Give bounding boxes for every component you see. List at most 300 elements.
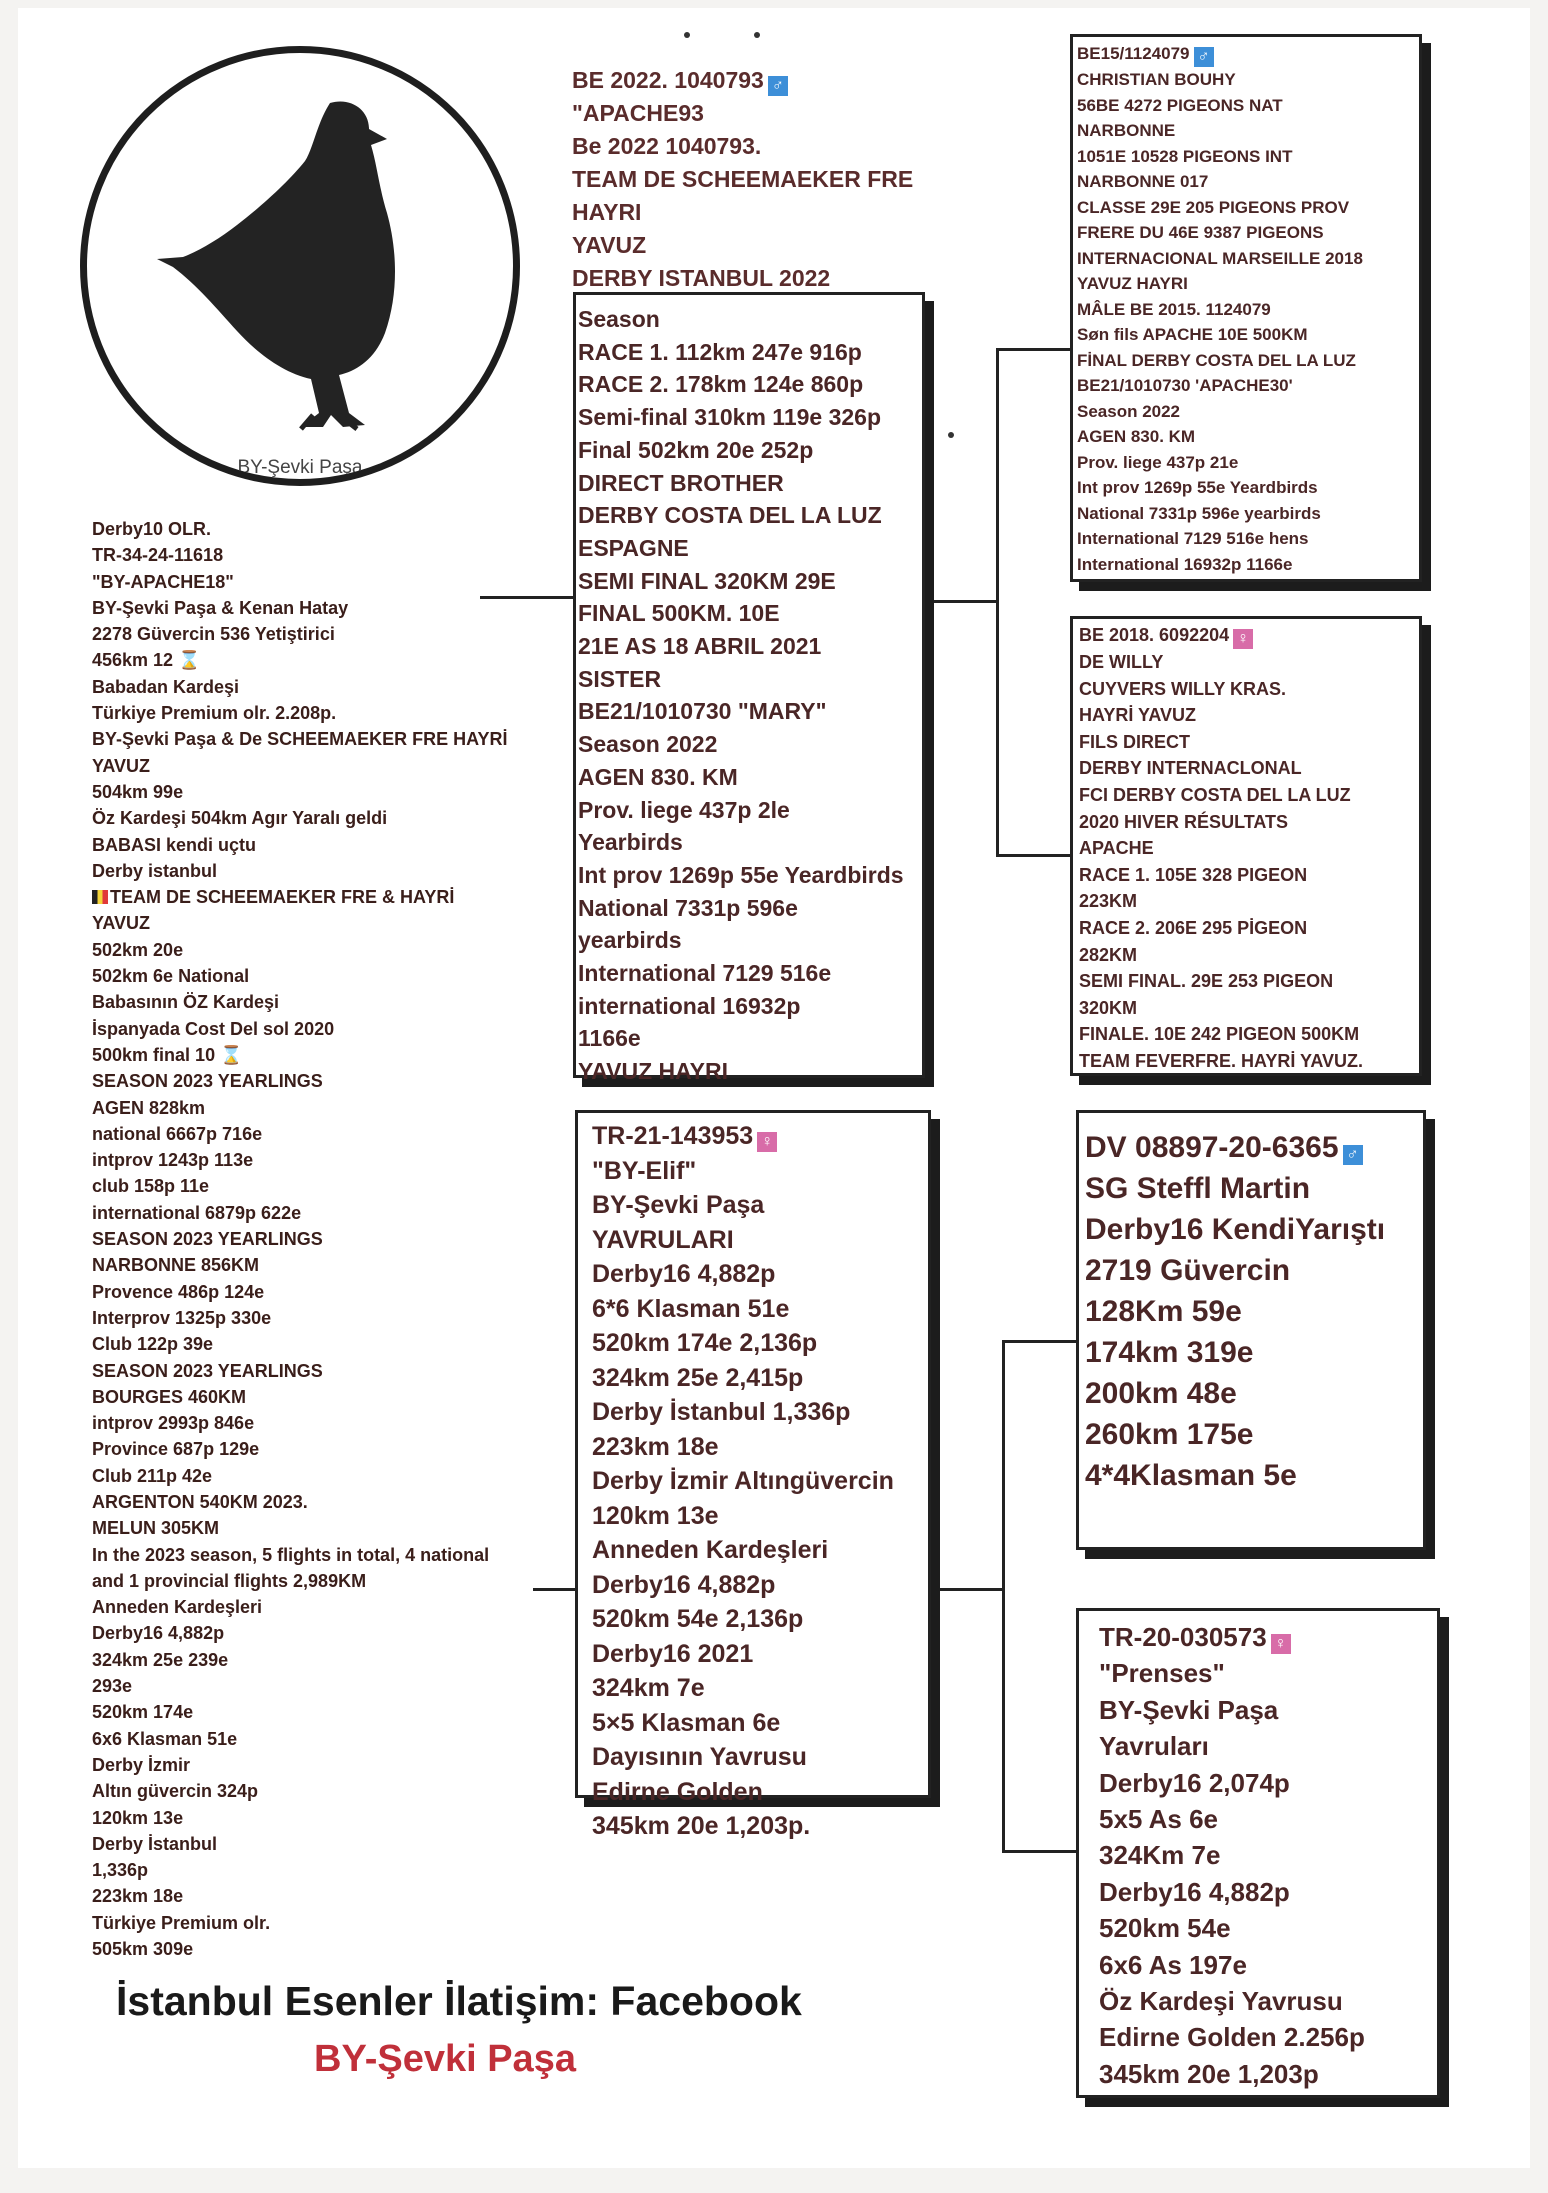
info-line [92,884,572,910]
info-text: YAVRULARI [592,1225,734,1254]
info-line [92,1831,572,1857]
info-line [1077,271,1419,297]
info-text: Final 502km 20e 252p [578,436,814,463]
info-line [1077,220,1419,246]
info-text: BE21/1010730 "MARY" [578,698,827,725]
info-text: Yavruları [1099,1731,1209,1762]
info-line [92,1358,572,1384]
info-line [578,859,922,892]
connector-line [996,348,999,856]
info-line [92,1778,572,1804]
info-text: DV 08897-20-6365 [1085,1131,1339,1164]
info-text: TR-21-143953 [592,1122,754,1150]
info-line [578,695,922,728]
info-text: MÂLE BE 2015. 1124079 [1077,299,1271,319]
info-text: DE WILLY [1079,652,1164,672]
info-line [92,516,572,542]
info-line [592,1809,928,1844]
info-text: BE21/1010730 'APACHE30' [1077,376,1293,395]
info-line [92,1805,572,1831]
father-header [572,64,942,295]
info-text: APACHE [1079,838,1154,859]
info-text: HAYRİ YAVUZ [1079,705,1197,726]
info-line [1077,475,1419,501]
info-line [1077,552,1419,578]
info-line [578,434,922,467]
info-line [1085,1168,1423,1209]
info-line [1085,1127,1423,1168]
info-text: Interprov 1325p 330e [92,1307,272,1328]
info-line [572,163,942,196]
info-line [92,1910,572,1936]
info-text: Anneden Kardeşleri [592,1536,829,1564]
info-text: 6x6 Klasman 51e [92,1728,238,1749]
info-text: National 7331p 596e [578,894,798,921]
info-line [92,1436,572,1462]
info-text: 6*6 Klasman 51e [592,1294,790,1323]
info-text: TEAM DE SCHEEMAEKER FRE & HAYRİ [110,887,455,908]
info-text: CUYVERS WILLY KRAS. [1079,678,1287,699]
info-text: TR-34-24-11618 [92,545,224,566]
info-line [1099,1619,1437,1655]
info-text: 5x5 As 6e [1099,1804,1219,1835]
info-text: 1051E 10528 PIGEONS INT [1077,146,1293,166]
info-text: SEASON 2023 YEARLINGS [92,1360,323,1381]
info-line [92,1068,572,1094]
info-text: 1166e [578,1025,641,1052]
info-line [92,832,572,858]
pedigree-sheet [18,8,1530,2168]
info-text: 520km 174e [92,1702,194,1723]
info-text: 6x6 As 197e [1099,1949,1247,1980]
info-line [1099,1728,1437,1764]
info-line [578,924,922,957]
info-line [592,1740,928,1775]
info-text: Derby16 2021 [592,1639,754,1668]
info-line [1079,835,1419,862]
info-line [578,336,922,369]
info-text: Derby İstanbul 1,336p [592,1398,851,1426]
info-text: YAVUZ HAYRI [1077,274,1188,293]
info-line [92,805,572,831]
info-line [1099,1910,1437,1946]
info-line [1079,862,1419,889]
info-line [572,130,942,163]
info-line [92,1016,572,1042]
info-text: Babadan Kardeşi [92,676,240,697]
info-text: national 6667p 716e [92,1123,263,1144]
info-line [578,532,922,565]
info-text: FINAL 500KM. 10E [578,600,780,627]
info-line [578,368,922,401]
info-line [578,1055,922,1088]
info-line [92,1384,572,1410]
info-line [592,1568,928,1603]
maternal-grandfather-box [1076,1110,1426,1550]
info-text: SEASON 2023 YEARLINGS [92,1071,323,1092]
info-text: Anneden Kardeşleri [92,1597,263,1618]
info-line [592,1326,928,1361]
info-line [572,64,942,97]
info-text: 320KM [1079,997,1138,1018]
info-line [92,542,572,568]
info-text: Türkiye Premium olr. [92,1912,271,1933]
dot [754,32,760,38]
info-text: 120km 13e [92,1807,184,1828]
info-text: 223km 18e [92,1886,184,1907]
female-symbol-icon: ♀ [757,1132,777,1152]
info-line [92,1331,572,1357]
info-text: 223km 18e [592,1432,719,1461]
info-text: AGEN 830. KM [578,763,738,790]
info-text: SISTER [578,665,662,692]
info-line [578,990,922,1023]
info-text: RACE 1. 105E 328 PIGEON [1079,864,1308,885]
info-text: "BY-Elif" [592,1156,697,1185]
info-text: Int prov 1269p 55e Yeardbirds [578,861,904,888]
father-box [573,292,925,1085]
male-symbol-icon: ♂ [768,76,788,96]
info-text: yearbirds [578,927,682,954]
info-text: 56BE 4272 PIGEONS NAT [1077,95,1283,115]
maternal-grandmother-box [1076,1608,1440,2098]
info-text: Club 122p 39e [92,1334,214,1355]
info-line [1099,2056,1437,2092]
info-text: TEAM FEVERFRE. HAYRİ YAVUZ. [1079,1050,1364,1071]
info-line [92,1620,572,1646]
info-text: 345km 20e 1,203p [1099,2058,1319,2089]
info-line [572,262,942,295]
info-text: International 16932p 1166e [1077,554,1293,574]
info-line [592,1119,928,1154]
info-text: 324km 25e 2,415p [592,1363,804,1392]
info-text: Club 211p 42e [92,1465,213,1486]
info-text: DERBY COSTA DEL LA LUZ [578,502,882,529]
info-text: 260km 175e [1085,1418,1254,1451]
info-text: BY-Şevki Paşa & De SCHEEMAEKER FRE HAYRİ [92,729,508,750]
info-line [92,753,572,779]
info-text: CHRISTIAN BOUHY [1077,70,1236,89]
info-text: SG Steffl Martin [1085,1172,1311,1205]
info-text: RACE 2. 206E 295 PİGEON [1079,917,1308,938]
info-text: NARBONNE 856KM [92,1255,260,1276]
info-line [1085,1332,1423,1373]
info-text: Derby16 4,882p [592,1260,776,1288]
info-text: HAYRI [572,199,642,225]
info-text: Season 2022 [1077,401,1181,421]
info-text: YAVUZ HAYRI [578,1058,728,1085]
info-text: YAVUZ [92,755,151,776]
info-line [592,1671,928,1706]
info-text: Prov. liege 437p 21e [1077,452,1239,472]
brand-footer: BY-Şevki Paşa [314,2038,576,2080]
dot [948,432,954,438]
info-text: Derby16 KendiYarıştı [1085,1213,1386,1246]
info-line [1099,1837,1437,1873]
info-line [592,1775,928,1810]
info-text: TR-20-030573 [1099,1622,1267,1652]
info-line [1077,144,1419,170]
info-line [1099,1801,1437,1837]
info-text: 505km 309e [92,1939,194,1960]
info-text: INTERNACIONAL MARSEILLE 2018 [1077,248,1363,268]
info-line [92,1857,572,1883]
connector-line [934,600,996,603]
info-line [1077,399,1419,425]
info-line [1077,195,1419,221]
info-line [1099,1983,1437,2019]
info-line [92,1279,572,1305]
info-line [92,726,572,752]
info-line [92,1752,572,1778]
mother-box [575,1110,931,1840]
info-line [1077,93,1419,119]
info-text: SEASON 2023 YEARLINGS [92,1229,323,1250]
main-bird-info [92,516,572,1962]
info-line [592,1257,928,1292]
info-line [578,794,922,827]
info-text: FINALE. 10E 242 PIGEON 500KM [1079,1024,1360,1045]
info-text: Edirne Golden 2.256p [1099,2022,1365,2053]
info-text: Öz Kardeşi 504km Agır Yaralı geldi [92,808,388,829]
info-text: AGEN 830. KM [1077,427,1196,446]
info-line [92,1489,572,1515]
info-line [92,647,572,673]
logo [80,46,520,486]
info-text: Season [578,306,660,332]
info-line [578,1022,922,1055]
info-line [592,1602,928,1637]
info-line [592,1188,928,1223]
info-text: 223KM [1079,891,1138,912]
info-text: club 158p 11e [92,1176,210,1197]
info-line [92,569,572,595]
info-line [1077,373,1419,399]
info-line [578,303,922,336]
info-text: RACE 2. 178km 124e 860p [578,371,864,398]
info-line [1079,888,1419,915]
info-line [578,728,922,761]
info-text: Türkiye Premium olr. 2.208p. [92,703,337,724]
info-line [92,674,572,700]
info-line [92,1594,572,1620]
info-line [1079,676,1419,703]
info-line [592,1533,928,1568]
info-text: 282KM [1079,944,1138,965]
info-line [578,467,922,500]
info-line [1085,1291,1423,1332]
info-text: TEAM DE SCHEEMAEKER FRE [572,166,914,192]
info-text: DERBY ISTANBUL 2022 [572,265,831,291]
info-text: Be 2022 1040793. [572,133,762,159]
info-line [592,1464,928,1499]
info-text: SEMI FINAL. 29E 253 PIGEON [1079,971,1334,992]
info-line [1099,1874,1437,1910]
info-line [1077,348,1419,374]
info-line [92,621,572,647]
info-text: Derby16 4,882p [592,1570,776,1599]
info-line [92,1699,572,1725]
male-symbol-icon: ♂ [1343,1145,1363,1165]
info-line [1077,169,1419,195]
info-text: 2020 HIVER RÉSULTATS [1079,811,1289,832]
info-text: 324km 25e 239e [92,1649,229,1670]
info-text: Öz Kardeşi Yavrusu [1099,1986,1343,2017]
info-line [1079,915,1419,942]
info-text: 520km 54e [1099,1913,1231,1944]
info-line [578,957,922,990]
info-text: 520km 174e 2,136p [592,1329,818,1357]
info-line [92,1410,572,1436]
connector-line [996,348,1070,351]
info-line [1077,118,1419,144]
info-text: YAVUZ [572,232,647,258]
info-text: 456km 12 ⌛ [92,650,201,671]
info-line [1079,968,1419,995]
info-line [1085,1373,1423,1414]
info-text: SEMI FINAL 320KM 29E [578,567,836,594]
info-line [1079,702,1419,729]
info-line [92,1173,572,1199]
info-text: Season 2022 [578,731,718,758]
info-text: FCI DERBY COSTA DEL LA LUZ [1079,784,1351,805]
info-line [592,1154,928,1189]
info-text: ARGENTON 540KM 2023. [92,1491,308,1512]
info-text: BE 2018. 6092204 [1079,625,1230,645]
info-text: international 6879p 622e [92,1202,302,1223]
info-text: FRERE DU 46E 9387 PIGEONS [1077,223,1324,242]
info-text: 293e [92,1676,133,1697]
info-line [1079,622,1419,649]
info-line [92,1252,572,1278]
info-text: BOURGES 460KM [92,1386,247,1407]
info-line [1079,1048,1419,1075]
info-text: Derby İstanbul [92,1833,218,1854]
info-line [1099,1692,1437,1728]
info-text: Yearbirds [578,829,683,856]
info-line [92,1042,572,1068]
info-line [92,779,572,805]
info-text: 324km 7e [592,1674,705,1702]
info-text: NARBONNE 017 [1077,172,1209,191]
info-text: 500km final 10 ⌛ [92,1044,243,1065]
info-text: National 7331p 596e yearbirds [1077,503,1321,523]
info-text: Derby16 4,882p [1099,1876,1290,1907]
info-text: 502km 20e [92,939,184,960]
info-line [92,1226,572,1252]
info-text: 520km 54e 2,136p [592,1605,804,1633]
info-line [578,499,922,532]
info-line [1077,501,1419,527]
info-line [578,826,922,859]
info-text: Derby İzmir Altıngüvercin [592,1467,894,1495]
info-line [92,937,572,963]
info-line [1085,1455,1423,1496]
info-text: "BY-APACHE18" [92,571,234,592]
info-line [92,963,572,989]
info-line [572,97,942,130]
info-text: Derby16 4,882p [92,1623,225,1644]
info-text: "APACHE93 [572,100,704,126]
info-line [1079,942,1419,969]
info-line [1079,995,1419,1022]
info-text: Int prov 1269p 55e Yeardbirds [1077,478,1318,497]
info-line [592,1430,928,1465]
info-text: intprov 2993p 846e [92,1413,255,1434]
info-text: BY-Şevki Paşa [1099,1694,1279,1725]
info-text: Edirne Golden [592,1777,763,1806]
belgium-flag-icon [92,890,108,904]
info-line [592,1361,928,1396]
info-text: 200km 48e [1085,1377,1237,1410]
info-text: RACE 1. 112km 247e 916p [578,338,862,365]
info-text: BY-Şevki Paşa [592,1191,765,1219]
connector-line [533,1588,575,1591]
connector-line [940,1588,1002,1591]
info-line [1077,450,1419,476]
info-line [592,1637,928,1672]
info-line [92,1515,572,1541]
info-text: Altın güvercin 324p [92,1781,259,1802]
info-text: Provence 486p 124e [92,1281,265,1302]
info-text: 174km 319e [1085,1336,1254,1369]
info-text: 120km 13e [592,1501,719,1530]
info-line [92,1095,572,1121]
info-line [92,1200,572,1226]
info-text: Province 687p 129e [92,1439,260,1460]
info-line [578,565,922,598]
info-text: 502km 6e National [92,966,250,987]
info-text: 21E AS 18 ABRIL 2021 [578,633,822,660]
info-text: 324Km 7e [1099,1840,1221,1871]
info-line [92,1883,572,1909]
info-line [92,858,572,884]
info-text: In the 2023 season, 5 flights in total, 4 national [92,1544,490,1565]
info-text: FİNAL DERBY COSTA DEL LA LUZ [1077,350,1356,370]
connector-line [1002,1340,1076,1343]
info-line [1077,246,1419,272]
info-text: MELUN 305KM [92,1518,220,1539]
info-text: İspanyada Cost Del sol 2020 [92,1018,335,1039]
info-line [1077,322,1419,348]
info-line [1079,649,1419,676]
female-symbol-icon: ♀ [1271,1634,1291,1654]
info-line [92,1726,572,1752]
info-line [1085,1209,1423,1250]
info-text: NARBONNE [1077,121,1176,140]
info-text: BE 2022. 1040793 [572,67,764,93]
info-text: DERBY INTERNACLONAL [1079,758,1302,779]
info-line [592,1395,928,1430]
info-text: Derby istanbul [92,860,218,881]
info-line [578,761,922,794]
info-text: international 16932p [578,992,801,1019]
info-text: "Prenses" [1099,1658,1225,1689]
info-text: intprov 1243p 113e [92,1150,254,1171]
info-line [92,700,572,726]
info-line [92,1568,572,1594]
info-line [572,229,942,262]
info-text: Derby10 OLR. [92,519,212,539]
info-text: 504km 99e [92,781,184,802]
info-line [572,196,942,229]
info-line [592,1706,928,1741]
info-line [1077,67,1419,93]
info-line [92,1463,572,1489]
info-text: Derby İzmir [92,1754,191,1775]
info-text: Derby16 2,074p [1099,1767,1290,1798]
info-line [578,630,922,663]
